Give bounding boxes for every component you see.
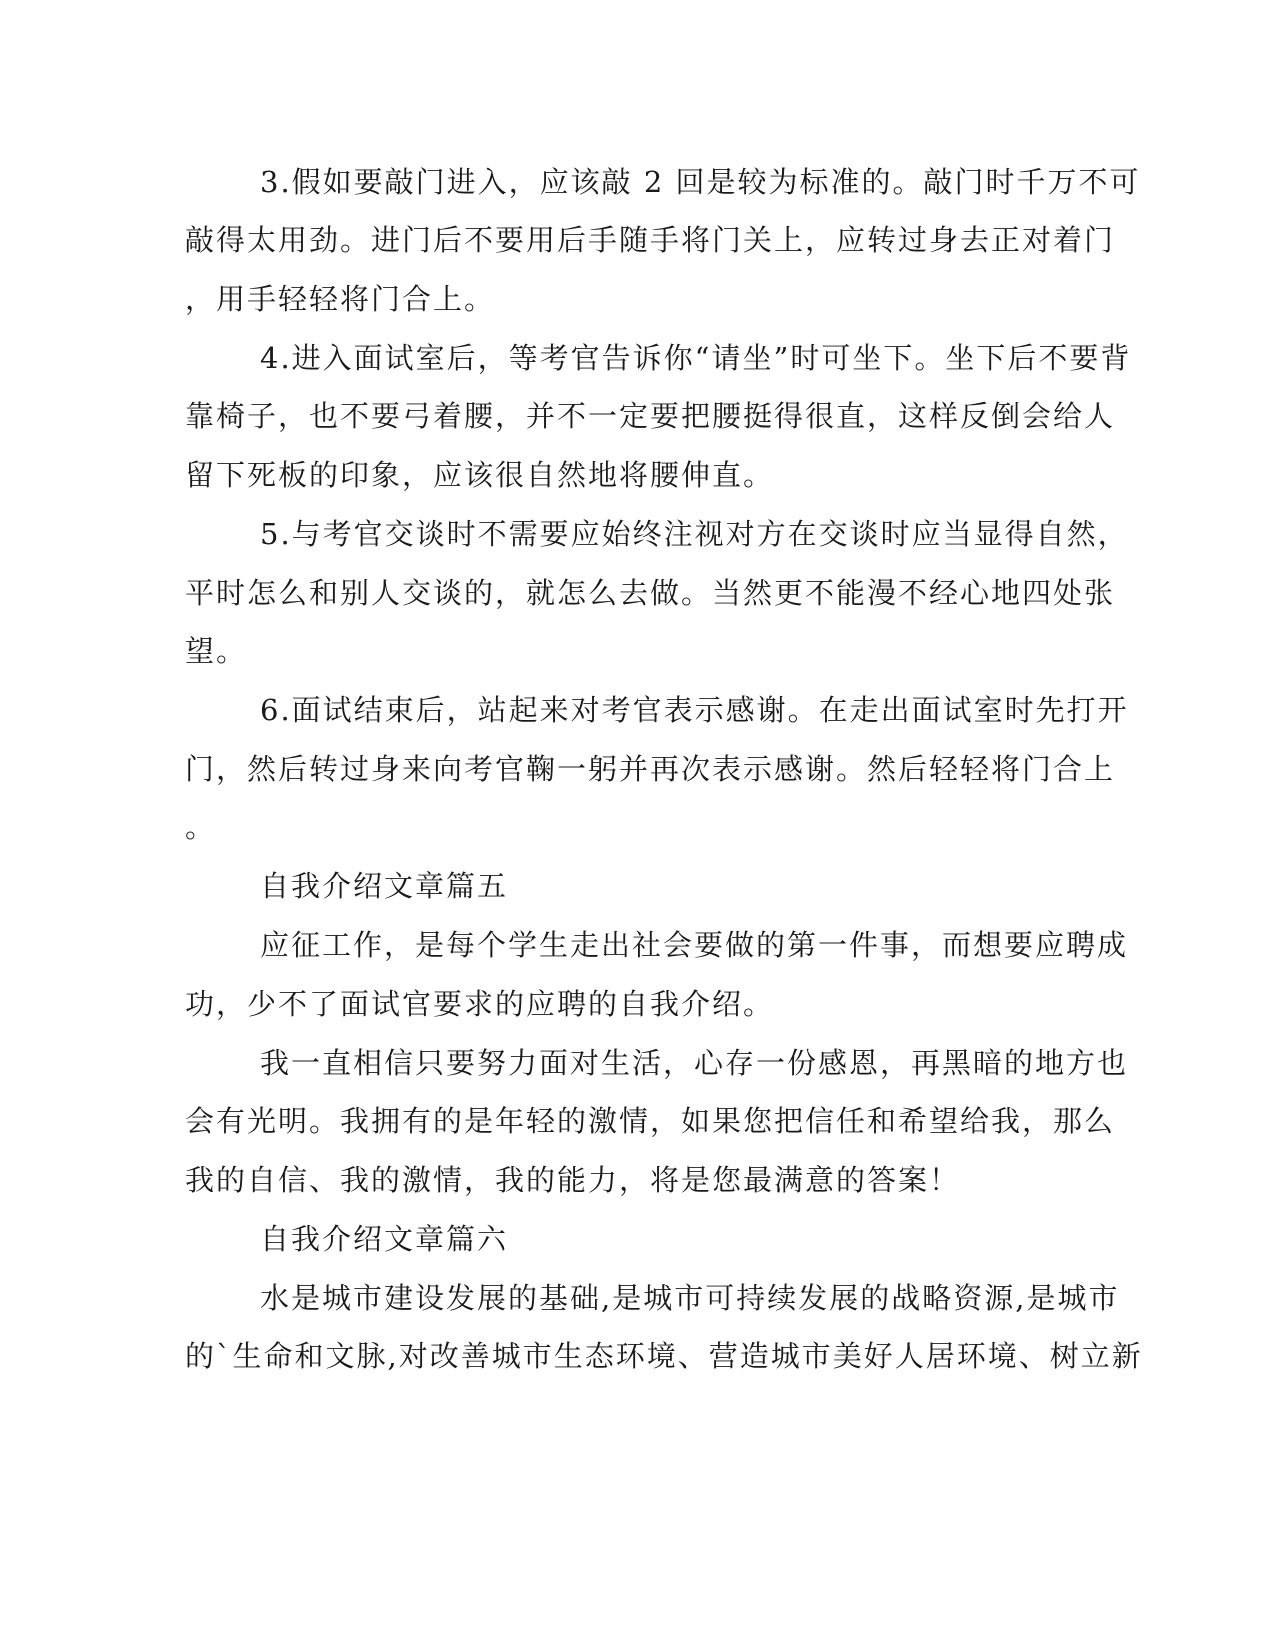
paragraph-item-4-line-3: 留下死板的印象，应该很自然地将腰伸直。 bbox=[185, 458, 775, 492]
section-heading-6: 自我介绍文章篇六 bbox=[260, 1222, 509, 1256]
water-paragraph-line-1: 水是城市建设发展的基础,是城市可持续发展的战略资源,是城市 bbox=[260, 1281, 1120, 1315]
paragraph-item-6-line-3: 。 bbox=[185, 810, 217, 844]
paragraph-item-3-line-3: ，用手轻轻将门合上。 bbox=[185, 282, 496, 316]
paragraph-item-3-line-1: 3.假如要敲门进入，应该敲 2 回是较为标准的。敲门时千万不可 bbox=[260, 165, 1141, 199]
paragraph-item-5-line-2: 平时怎么和别人交谈的，就怎么去做。当然更不能漫不经心地四处张 bbox=[185, 576, 1116, 610]
paragraph-item-4-line-2: 靠椅子，也不要弓着腰，并不一定要把腰挺得很直，这样反倒会给人 bbox=[185, 399, 1116, 433]
paragraph-item-5-line-1: 5.与考官交谈时不需要应始终注视对方在交谈时应当显得自然， bbox=[260, 517, 1129, 551]
paragraph-item-6-line-1: 6.面试结束后，站起来对考官表示感谢。在走出面试室时先打开 bbox=[260, 693, 1129, 727]
paragraph-item-4-line-1: 4.进入面试室后，等考官告诉你“请坐”时可坐下。坐下后不要背 bbox=[260, 341, 1132, 375]
intro-paragraph-line-2: 功，少不了面试官要求的应聘的自我介绍。 bbox=[185, 987, 775, 1021]
belief-paragraph-line-3: 我的自信、我的激情，我的能力，将是您最满意的答案！ bbox=[185, 1163, 961, 1197]
water-paragraph-line-2: 的`生命和文脉,对改善城市生态环境、营造城市美好人居环境、树立新 bbox=[185, 1339, 1143, 1373]
paragraph-item-6-line-2: 门，然后转过身来向考官鞠一躬并再次表示感谢。然后轻轻将门合上 bbox=[185, 752, 1116, 786]
belief-paragraph-line-2: 会有光明。我拥有的是年轻的激情，如果您把信任和希望给我，那么 bbox=[185, 1104, 1116, 1138]
section-heading-5: 自我介绍文章篇五 bbox=[260, 869, 509, 903]
paragraph-item-3-line-2: 敲得太用劲。进门后不要用后手随手将门关上，应转过身去正对着门 bbox=[185, 223, 1116, 257]
belief-paragraph-line-1: 我一直相信只要努力面对生活，心存一份感恩，再黑暗的地方也 bbox=[260, 1046, 1129, 1080]
paragraph-item-5-line-3: 望。 bbox=[185, 634, 248, 668]
intro-paragraph-line-1: 应征工作，是每个学生走出社会要做的第一件事，而想要应聘成 bbox=[260, 928, 1129, 962]
